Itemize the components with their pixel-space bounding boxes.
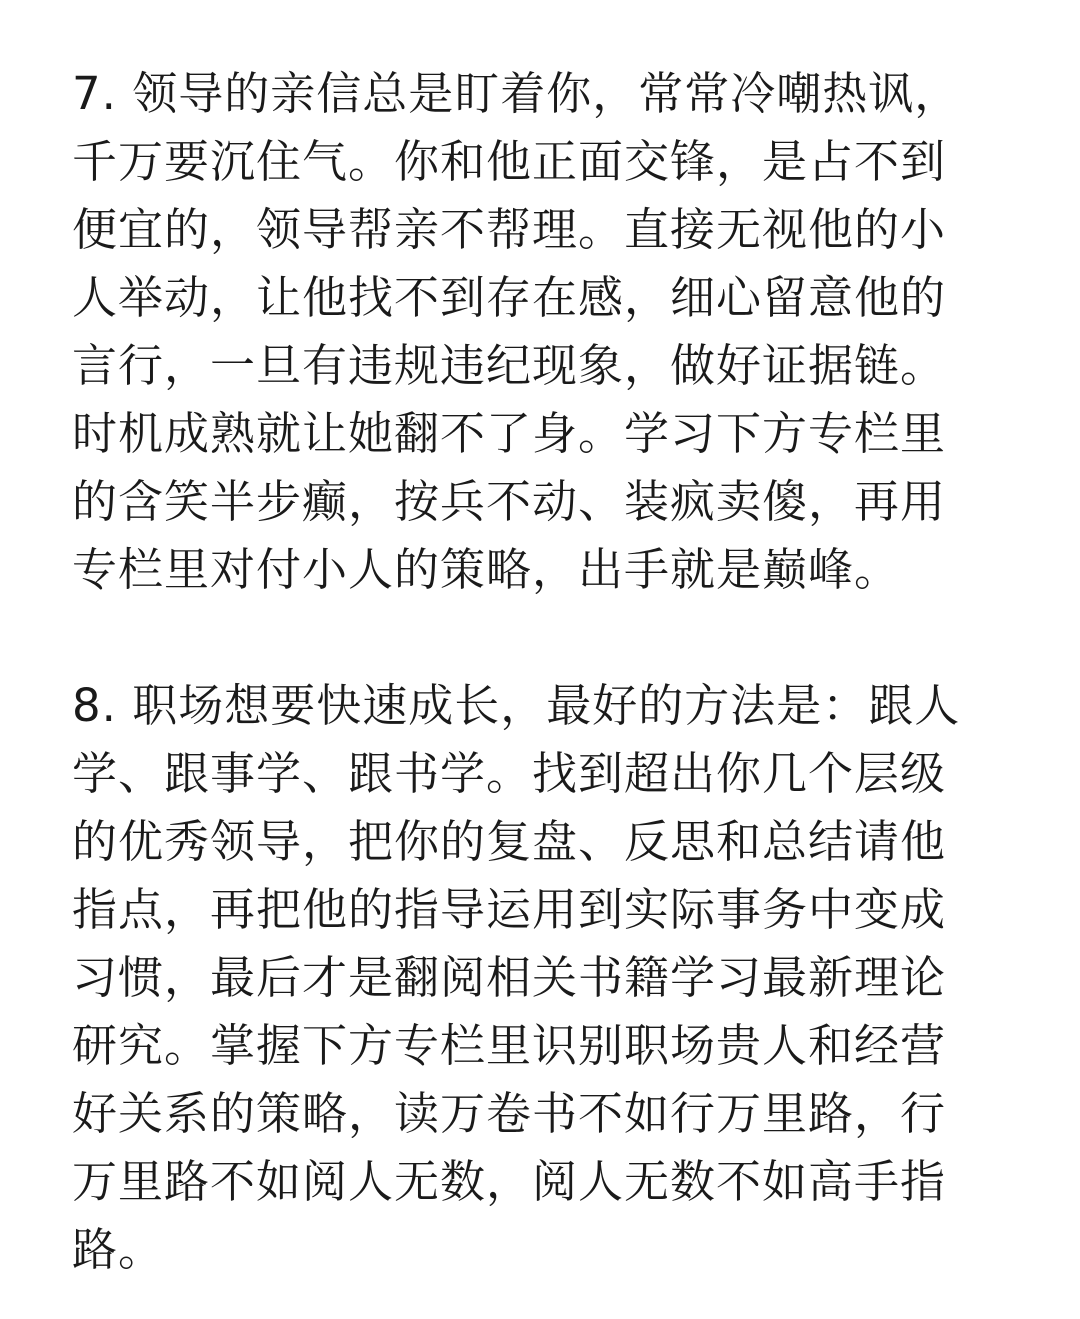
paragraph-item-7: 7. 领导的亲信总是盯着你，常常冷嘲热讽，千万要沉住气。你和他正面交锋，是占不到便宜的，领导帮亲不帮理。直接无视他的小人举动，让他找不到存在感，细心留意他的言行，一旦有违规违纪现象，做好证据链。时机成熟就让她翻不了身。学习下方专栏里的含笑半步癫，按兵不动、装疯卖傻，再用专栏里对付小人的策略，出手就是巅峰。 (72, 67, 961, 596)
paragraph-item-8: 8. 职场想要快速成长，最好的方法是：跟人学、跟事学、跟书学。找到超出你几个层级的优秀领导，把你的复盘、反思和总结请他指点，再把他的指导运用到实际事务中变成习惯，最后才是翻阅相关书籍学习最新理论研究。掌握下方专栏里识别职场贵人和经营好关系的策略，读万卷书不如行万里路，行万里路不如阅人无数，阅人无数不如高手指路。 (72, 679, 961, 1276)
